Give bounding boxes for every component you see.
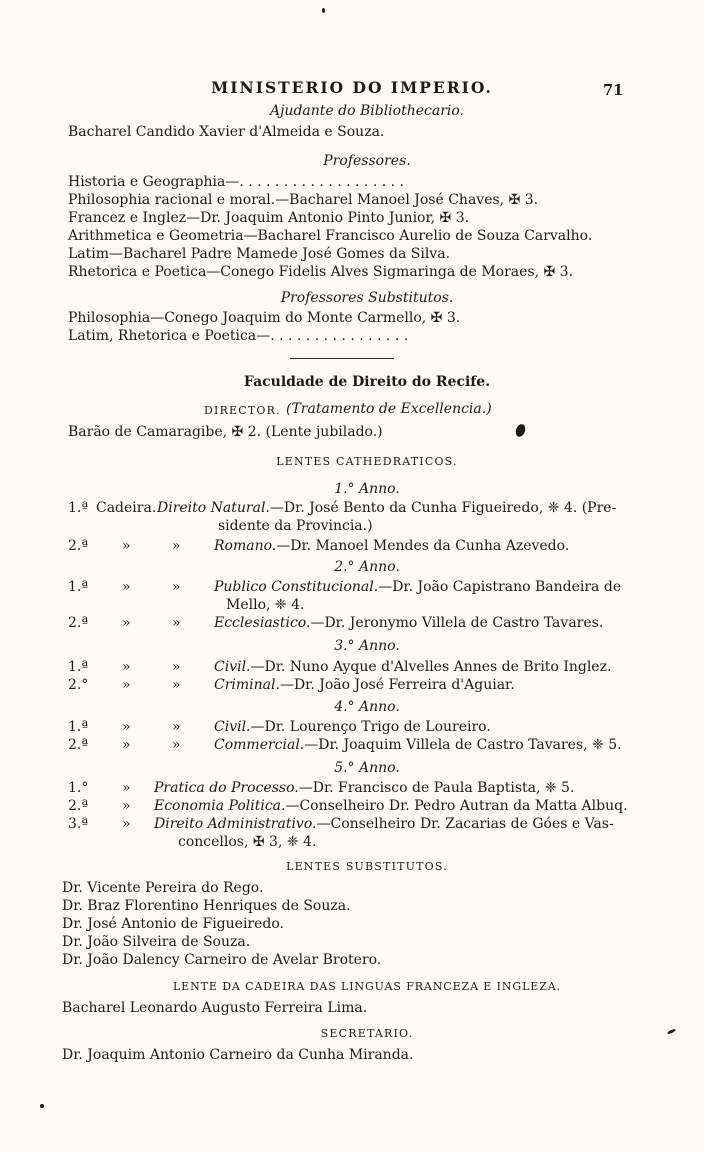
anno-heading: 5.° Anno.: [334, 760, 400, 776]
anno-heading: 3.° Anno.: [334, 638, 400, 654]
ditto-mark: »: [172, 579, 181, 595]
cadeira-number: 1.ª: [68, 659, 89, 675]
ditto-mark: »: [122, 737, 131, 753]
cadeira-label: Cadeira.: [96, 500, 157, 516]
cadeira-subject: Ecclesiastico.: [214, 615, 311, 631]
cadeira-professor: —Conselheiro Dr. Pedro Autran da Matta Albuq.: [285, 798, 628, 814]
cadeira-number: 1.ª: [68, 500, 89, 516]
professores-line: Latim—Bacharel Padre Mamede José Gomes da Silva.: [68, 246, 451, 262]
anno-heading: 4.° Anno.: [334, 699, 400, 715]
cadeira-number: 1.°: [68, 780, 89, 796]
ditto-mark: »: [122, 579, 131, 595]
cadeira-professor: —Dr. Francisco de Paula Baptista, ❈ 5.: [298, 780, 575, 796]
cadeira-professor: —Dr. Manoel Mendes da Cunha Azevedo.: [276, 538, 570, 554]
cadeira-subject: Publico Constitucional.: [214, 579, 379, 595]
cadeira-continuation: Mello, ❈ 4.: [226, 597, 305, 613]
cadeira-continuation: concellos, ✠ 3, ❈ 4.: [178, 834, 317, 850]
cadeira-professor: —Dr. José Bento da Cunha Figueiredo, ❈ 4. (Pre-: [269, 500, 617, 516]
ditto-mark: »: [172, 538, 181, 554]
cadeira-subject: Direito Administrativo.: [154, 816, 317, 832]
lentes-substitutos-heading: LENTES SUBSTITUTOS.: [286, 860, 448, 873]
cadeira-subject: Civil.: [214, 659, 251, 675]
ditto-mark: »: [122, 615, 131, 631]
cadeira-professor: —Dr. Nuno Ayque d'Alvelles Annes de Brito Inglez.: [250, 659, 612, 675]
ditto-mark: »: [172, 737, 181, 753]
professores-line: Philosophia racional e moral.—Bacharel Manoel José Chaves, ✠ 3.: [68, 192, 539, 208]
cadeira-number: 2.ª: [68, 615, 89, 631]
director-label: DIRECTOR.: [204, 404, 281, 417]
secretario-name: Dr. Joaquim Antonio Carneiro da Cunha Miranda.: [62, 1047, 414, 1063]
director-name: Barão de Camaragibe, ✠ 2. (Lente jubilado.): [68, 424, 383, 440]
ditto-mark: »: [172, 615, 181, 631]
ditto-mark: »: [122, 719, 131, 735]
subheading-ajudante: Ajudante do Bibliothecario.: [269, 103, 465, 119]
cadeira-subject: Romano.: [214, 538, 277, 554]
cadeira-number: 2.°: [68, 677, 89, 693]
ditto-mark: »: [122, 538, 131, 554]
cadeira-subject: Civil.: [214, 719, 251, 735]
ditto-mark: »: [122, 780, 131, 796]
linguas-lente: Bacharel Leonardo Augusto Ferreira Lima.: [62, 1000, 368, 1016]
substitutos-line: Philosophia—Conego Joaquim do Monte Carmello, ✠ 3.: [68, 310, 461, 326]
cadeira-professor: —Dr. Joaquim Villela de Castro Tavares, ❈ 5.: [304, 737, 622, 753]
subheading-professores: Professores.: [323, 153, 411, 169]
cadeira-number: 1.ª: [68, 719, 89, 735]
lente-substituto: Dr. Vicente Pereira do Rego.: [62, 880, 264, 896]
cadeira-professor: —Dr. Jeronymo Villela de Castro Tavares.: [310, 615, 604, 631]
ink-blot: [514, 423, 527, 438]
director-note: (Tratamento de Excellencia.): [286, 401, 492, 417]
cadeira-number: 2.ª: [68, 538, 89, 554]
ink-speck: [40, 1104, 44, 1108]
substitutos-line: Latim, Rhetorica e Poetica—. . . . . . . . . . . . . . . .: [68, 328, 409, 344]
ajudante-name: Bacharel Candido Xavier d'Almeida e Souza.: [68, 124, 385, 140]
cadeira-number: 2.ª: [68, 798, 89, 814]
cadeira-subject: Criminal.: [214, 677, 280, 693]
ditto-mark: »: [122, 798, 131, 814]
ink-speck: [322, 8, 325, 13]
cadeira-number: 1.ª: [68, 579, 89, 595]
cadeira-continuation: sidente da Provincia.): [218, 518, 373, 534]
cadeira-professor: —Dr. João José Ferreira d'Aguiar.: [279, 677, 515, 693]
subheading-substitutos: Professores Substitutos.: [280, 290, 454, 306]
lente-substituto: Dr. João Silveira de Souza.: [62, 934, 251, 950]
running-head: MINISTERIO DO IMPERIO.: [211, 78, 493, 97]
cadeira-subject: Direito Natural.: [157, 500, 270, 516]
professores-line: Rhetorica e Poetica—Conego Fidelis Alves Sigmaringa de Moraes, ✠ 3.: [68, 264, 574, 280]
lente-substituto: Dr. José Antonio de Figueiredo.: [62, 916, 284, 932]
cathedraticos-heading: LENTES CATHEDRATICOS.: [276, 455, 458, 468]
cadeira-professor: —Conselheiro Dr. Zacarias de Góes e Vas-: [316, 816, 614, 832]
cadeira-subject: Economia Politica.: [154, 798, 286, 814]
secretario-heading: SECRETARIO.: [320, 1027, 414, 1040]
lente-substituto: Dr. Braz Florentino Henriques de Souza.: [62, 898, 351, 914]
ditto-mark: »: [172, 719, 181, 735]
ditto-mark: »: [122, 659, 131, 675]
linguas-heading: LENTE DA CADEIRA DAS LINGUAS FRANCEZA E INGLEZA.: [172, 980, 562, 993]
cadeira-number: 2.ª: [68, 737, 89, 753]
cadeira-subject: Pratica do Processo.: [154, 780, 299, 796]
ditto-mark: »: [172, 659, 181, 675]
cadeira-subject: Commercial.: [214, 737, 305, 753]
page-number: 71: [603, 82, 624, 99]
ditto-mark: »: [122, 677, 131, 693]
lente-substituto: Dr. João Dalency Carneiro de Avelar Brotero.: [62, 952, 382, 968]
section-divider: [290, 358, 394, 359]
anno-heading: 2.° Anno.: [334, 559, 400, 575]
cadeira-professor: —Dr. Lourenço Trigo de Loureiro.: [250, 719, 491, 735]
cadeira-number: 3.ª: [68, 816, 89, 832]
professores-line: Francez e Inglez—Dr. Joaquim Antonio Pinto Junior, ✠ 3.: [68, 210, 470, 226]
ditto-mark: »: [172, 677, 181, 693]
professores-line: Arithmetica e Geometria—Bacharel Francisco Aurelio de Souza Carvalho.: [68, 228, 593, 244]
faculdade-heading: Faculdade de Direito do Recife.: [243, 374, 491, 390]
professores-line: Historia e Geographia—. . . . . . . . . . . . . . . . . . .: [68, 174, 404, 190]
cadeira-professor: —Dr. João Capistrano Bandeira de: [378, 579, 622, 595]
ditto-mark: »: [122, 816, 131, 832]
anno-heading: 1.° Anno.: [334, 481, 400, 497]
